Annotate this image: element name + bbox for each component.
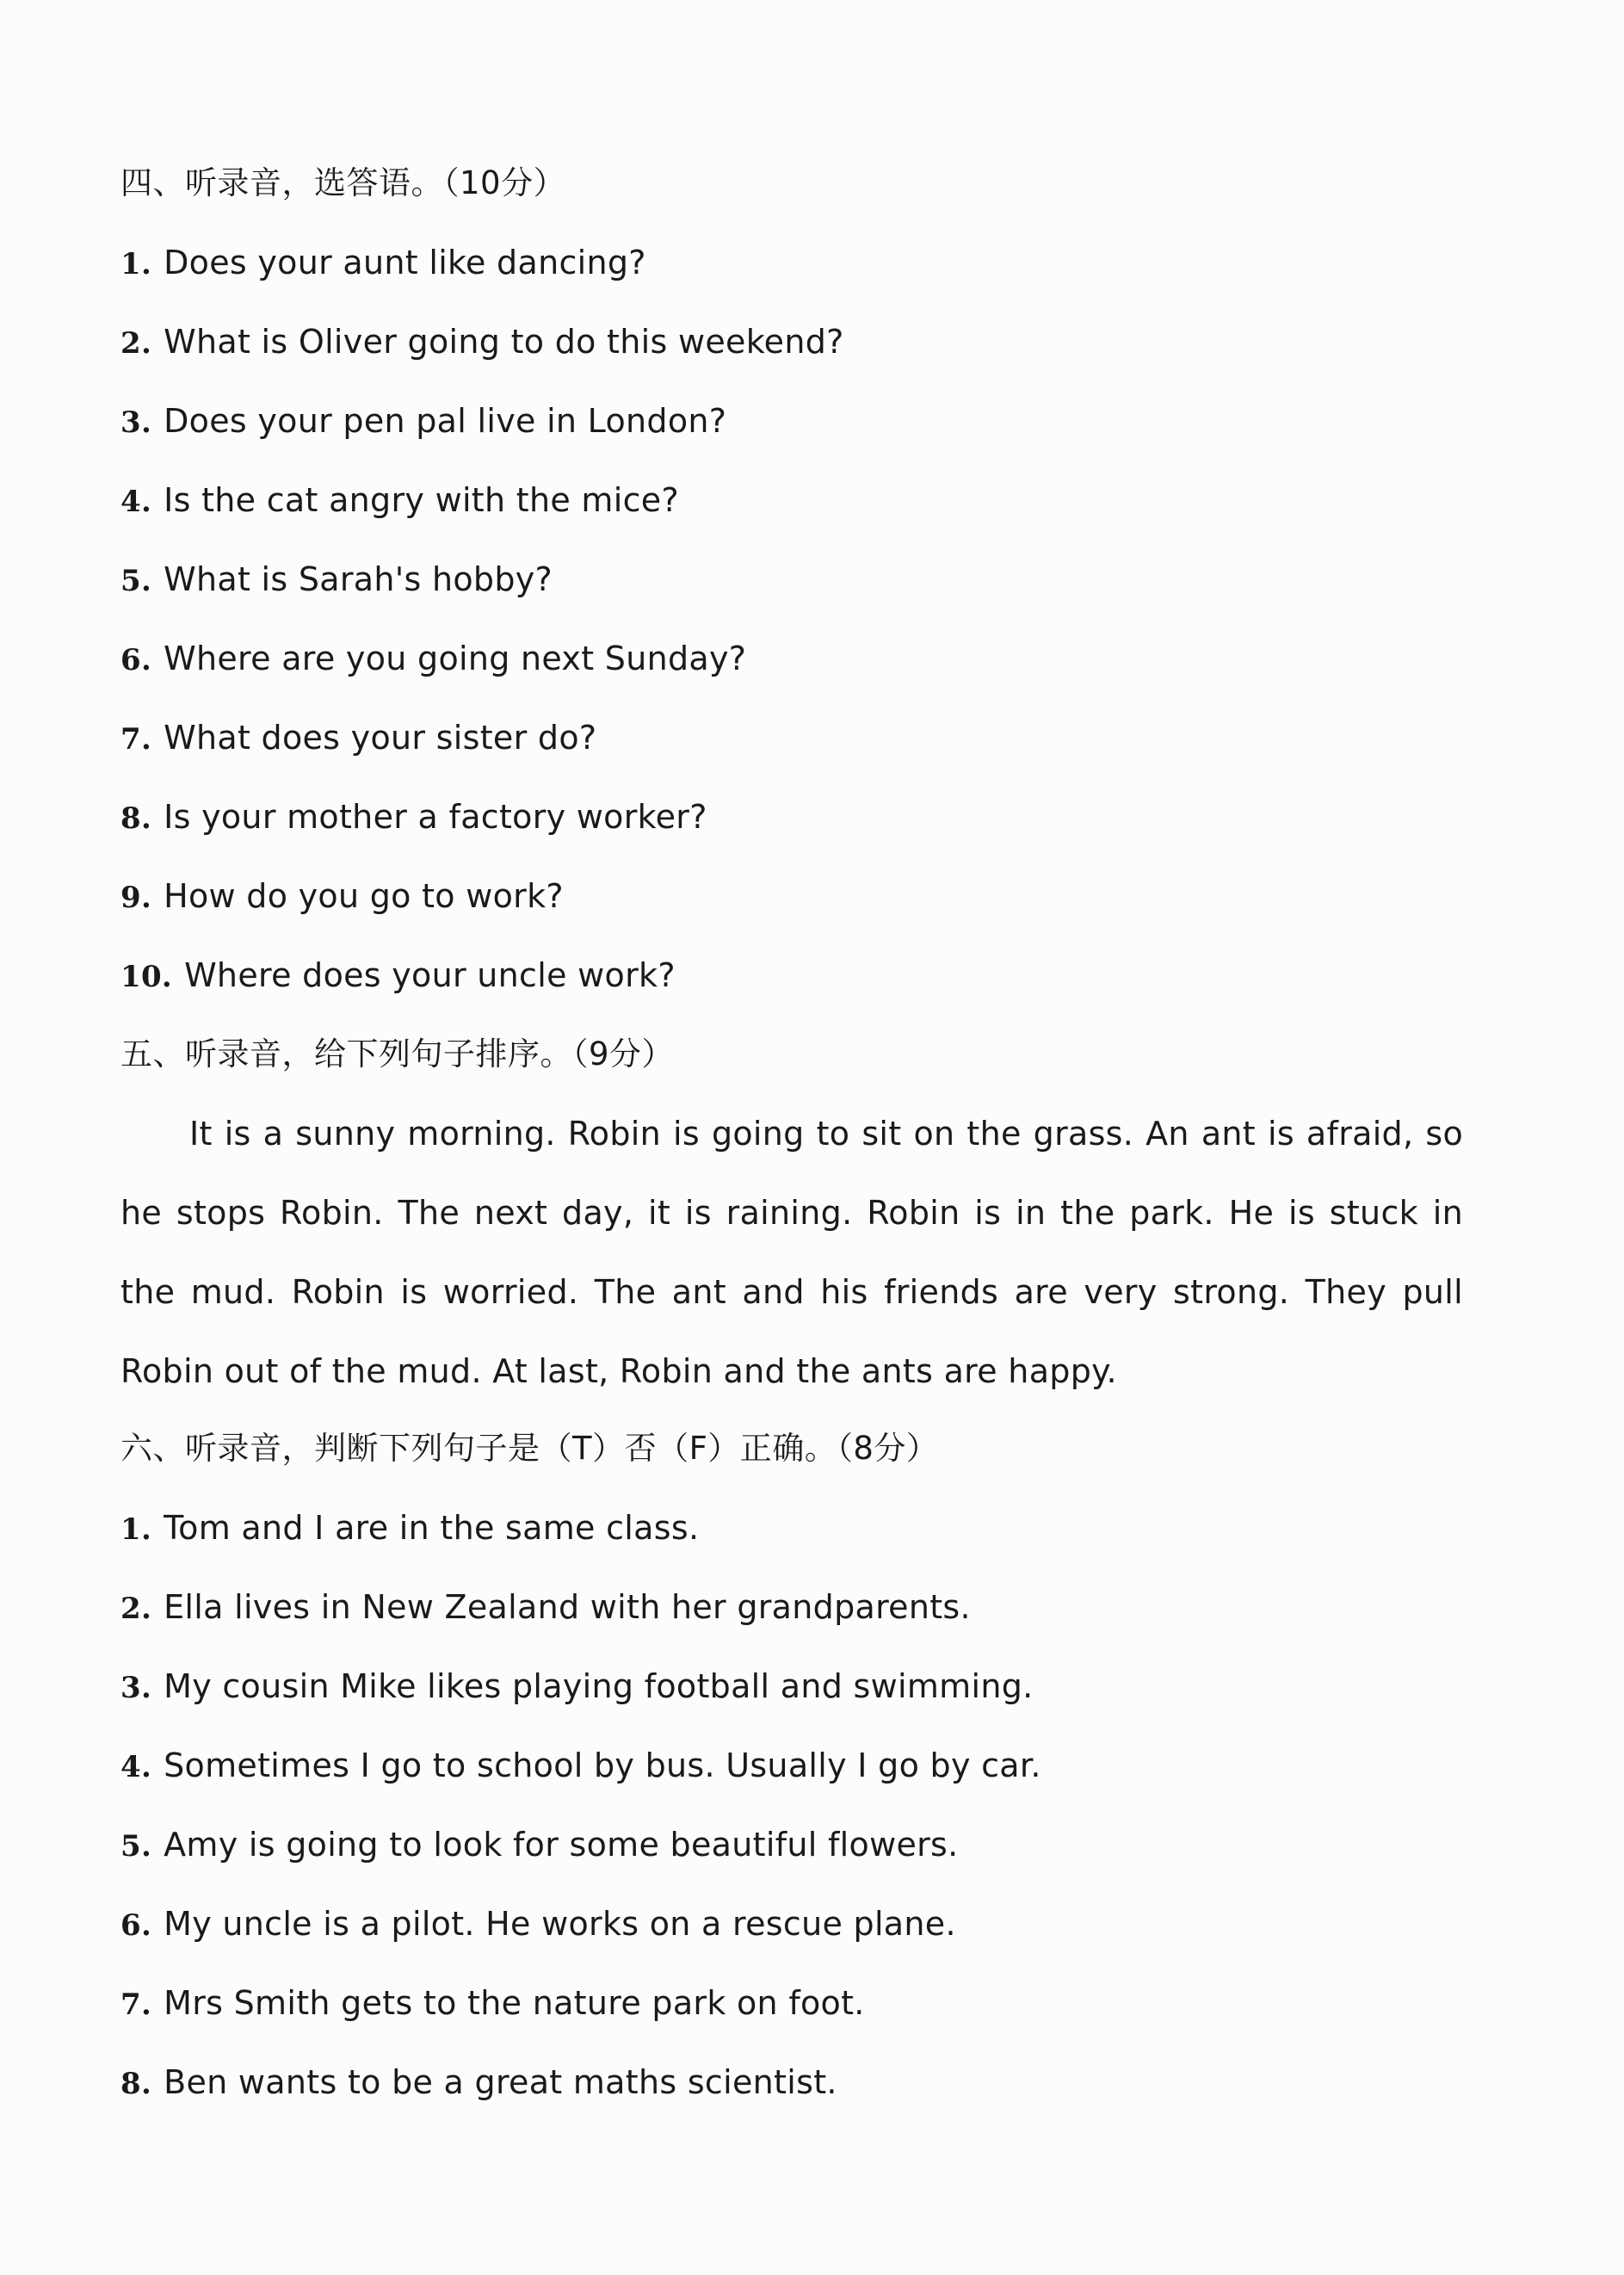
item-text: Is your mother a factory worker?: [164, 798, 707, 836]
item-text: Tom and I are in the same class.: [164, 1509, 700, 1547]
section-4-item-8: [120, 793, 707, 841]
section-6-title: 六、听录音，判断下列句子是（T）否（F）正确。（8分）: [120, 1430, 939, 1467]
item-number: 2.: [120, 1592, 152, 1626]
section-5-passage: It is a sunny morning. Robin is going to sit on the grass. An ant is afraid, so he stops Robin. The next day, it is raining. Robin is in the park. He is stuck in the mud. Robin is worried. The ant and his friends are very strong. They pull Robin out of the mud. At last, Robin and the ants are happy.: [120, 1115, 1463, 1390]
section-4-item-10: [120, 951, 676, 999]
item-number: 4.: [120, 485, 152, 519]
item-number: 6.: [120, 643, 152, 677]
item-text: Amy is going to look for some beautiful flowers.: [164, 1826, 959, 1864]
item-text: Does your aunt like dancing?: [164, 244, 646, 281]
section-6-item-3: [120, 1662, 1034, 1710]
section-4-item-5: [120, 555, 553, 603]
item-number: 1.: [120, 1512, 152, 1547]
item-number: 8.: [120, 2067, 152, 2101]
item-number: 6.: [120, 1908, 152, 1943]
section-4-item-4: [120, 476, 679, 524]
item-number: 5.: [120, 564, 152, 598]
section-6-item-6: [120, 1900, 956, 1948]
item-text: What is Oliver going to do this weekend?: [164, 323, 844, 361]
item-text: My uncle is a pilot. He works on a rescue plane.: [164, 1905, 956, 1943]
section-4-title: 四、听录音，选答语。（10分）: [120, 164, 566, 201]
section-6-item-7: [120, 1979, 865, 2027]
section-6-item-4: [120, 1741, 1041, 1790]
item-number: 7.: [120, 722, 152, 757]
item-text: Mrs Smith gets to the nature park on foot.: [164, 1984, 865, 2022]
item-text: How do you go to work?: [164, 877, 564, 915]
section-6-item-1: [120, 1504, 699, 1552]
item-number: 1.: [120, 247, 152, 281]
item-text: Where are you going next Sunday?: [164, 640, 747, 677]
item-number: 2.: [120, 326, 152, 361]
item-text: Where does your uncle work?: [184, 956, 676, 994]
item-number: 4.: [120, 1750, 152, 1784]
item-text: Ben wants to be a great maths scientist.: [164, 2063, 837, 2101]
item-text: Does your pen pal live in London?: [164, 402, 727, 440]
item-number: 8.: [120, 801, 152, 836]
item-number: 7.: [120, 1988, 152, 2022]
section-6-item-8: [120, 2058, 837, 2106]
section-6-item-5: [120, 1821, 959, 1869]
item-text: Sometimes I go to school by bus. Usually I go by car.: [164, 1746, 1041, 1784]
section-4-item-3: [120, 397, 726, 445]
item-text: Ella lives in New Zealand with her grandparents.: [164, 1588, 971, 1626]
item-text: My cousin Mike likes playing football and swimming.: [164, 1667, 1034, 1705]
item-text: What does your sister do?: [164, 719, 597, 757]
section-4-item-7: [120, 714, 596, 762]
section-4-item-1: [120, 238, 646, 287]
section-4-item-2: [120, 318, 844, 366]
section-4-item-6: [120, 634, 746, 683]
section-5-title: 五、听录音，给下列句子排序。（9分）: [120, 1035, 675, 1073]
item-text: What is Sarah's hobby?: [164, 560, 553, 598]
section-6-item-2: [120, 1583, 971, 1631]
item-number: 10.: [120, 960, 173, 994]
item-number: 3.: [120, 405, 152, 440]
item-number: 9.: [120, 881, 152, 915]
section-4-item-9: [120, 872, 564, 920]
item-number: 3.: [120, 1671, 152, 1705]
item-number: 5.: [120, 1829, 152, 1864]
item-text: Is the cat angry with the mice?: [164, 481, 679, 519]
